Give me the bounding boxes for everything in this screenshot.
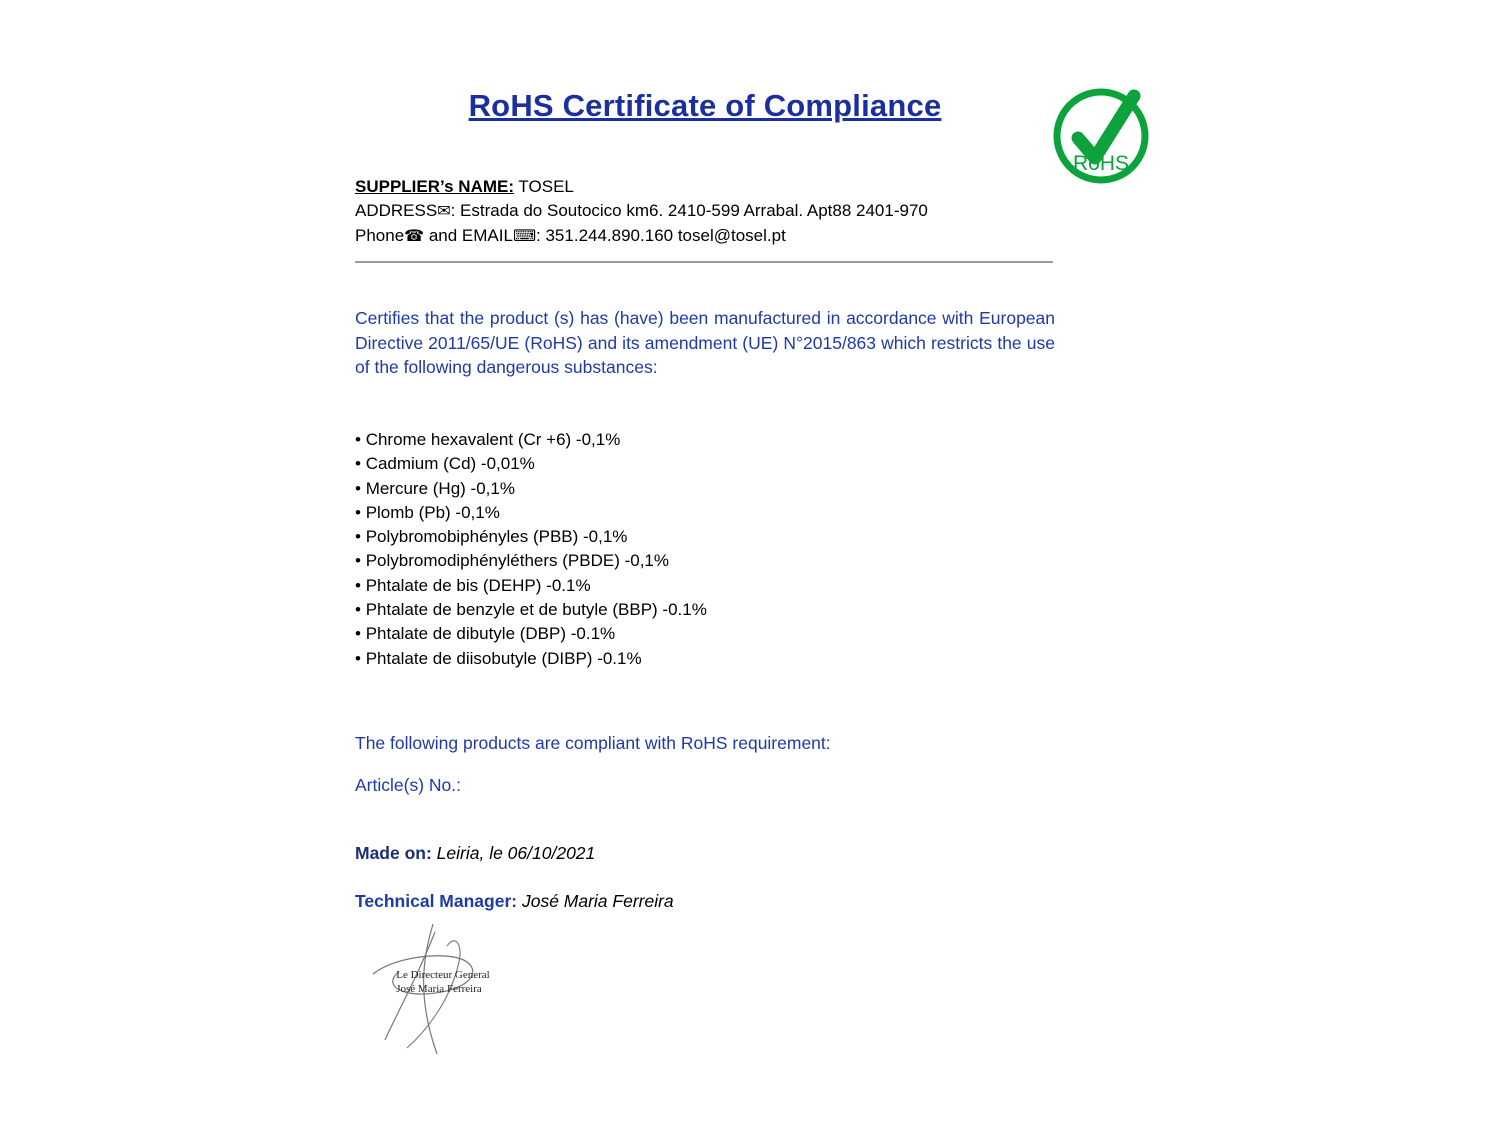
- envelope-icon: ✉: [437, 203, 451, 220]
- horizontal-divider: [355, 261, 1053, 263]
- rohs-logo: [1050, 82, 1152, 184]
- made-on-label: Made on:: [355, 843, 432, 863]
- computer-icon: ⌨: [512, 228, 537, 245]
- compliance-statement: The following products are compliant with RoHS requirement:: [355, 733, 831, 753]
- document-title: RoHS Certificate of Compliance: [468, 88, 942, 123]
- article-number-line: Article(s) No.:: [355, 775, 461, 795]
- supplier-contact-line: [355, 224, 1075, 249]
- rohs-check-icon: [1050, 82, 1152, 184]
- substance-item: • Plomb (Pb) -0,1%: [355, 501, 1075, 525]
- substance-item: • Phtalate de bis (DEHP) -0.1%: [355, 574, 1075, 598]
- address-value: : Estrada do Soutocico km6. 2410-599 Arrabal. Apt88 2401-970: [450, 201, 928, 220]
- contact-value: : 351.244.890.160 tosel@tosel.pt: [536, 226, 786, 245]
- substance-item: • Phtalate de benzyle et de butyle (BBP) -0.1%: [355, 598, 1075, 622]
- signature-name-text: José Maria Ferreira: [396, 983, 482, 995]
- rohs-logo-label: RoHS: [1072, 152, 1130, 175]
- address-label: ADDRESS: [355, 201, 438, 220]
- made-on-value: Leiria, le 06/10/2021: [431, 843, 596, 863]
- supplier-address-line: [355, 199, 1075, 224]
- supplier-name-value: TOSEL: [514, 177, 574, 196]
- signature-scribble-icon: [355, 922, 565, 1062]
- email-label: and EMAIL: [424, 226, 513, 245]
- substance-item: • Phtalate de dibutyle (DBP) -0.1%: [355, 622, 1075, 646]
- substance-item: • Polybromodiphényléthers (PBDE) -0,1%: [355, 549, 1075, 573]
- substance-item: • Polybromobiphényles (PBB) -0,1%: [355, 525, 1075, 549]
- made-on-line: [355, 843, 1075, 864]
- technical-manager-label: Technical Manager:: [355, 891, 518, 911]
- phone-label: Phone: [355, 226, 405, 245]
- supplier-block: [355, 175, 1075, 249]
- substance-item: • Chrome hexavalent (Cr +6) -0,1%: [355, 428, 1075, 452]
- phone-icon: ☎: [404, 228, 425, 245]
- substance-item: • Mercure (Hg) -0,1%: [355, 477, 1075, 501]
- certification-paragraph: Certifies that the product (s) has (have) been manufactured in accordance with European Directive 2011/65/UE (RoHS) and its amendment (UE) N°2015/863 which restricts the use of the following dangerous substances:: [355, 308, 1055, 377]
- substances-list: [355, 428, 1075, 671]
- supplier-name-line: [355, 175, 1075, 199]
- signature-title-text: Le Directeur General: [396, 969, 490, 981]
- substance-item: • Cadmium (Cd) -0,01%: [355, 452, 1075, 476]
- supplier-name-label: SUPPLIER’s NAME:: [355, 177, 515, 196]
- substance-item: • Phtalate de diisobutyle (DIBP) -0.1%: [355, 647, 1075, 671]
- technical-manager-value: José Maria Ferreira: [517, 891, 674, 911]
- technical-manager-line: [355, 891, 1075, 912]
- signature-block: [355, 922, 565, 1062]
